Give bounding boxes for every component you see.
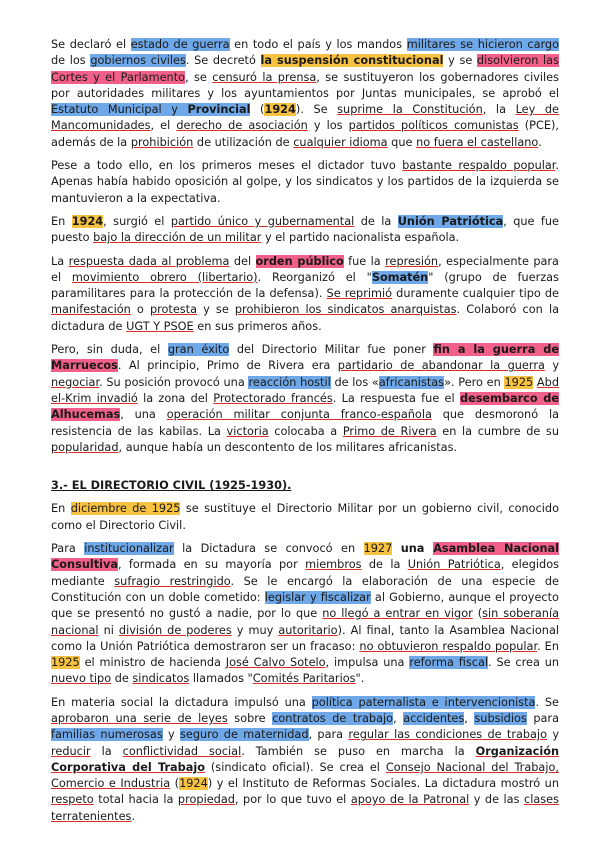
underlined-text: popularidad: [51, 440, 119, 454]
text-run: fue la: [343, 254, 386, 268]
underlined-text: Ley de Mancomunidades: [51, 103, 559, 133]
underlined-text: negociar: [51, 375, 100, 389]
underlined-text: protesta: [149, 303, 198, 317]
text-run: , elegidos mediante: [51, 558, 559, 588]
highlighted-text: desembarco de Alhucemas: [51, 391, 559, 422]
highlighted-text: disolvieron las Cortes y el Parlamento: [51, 54, 559, 84]
underlined-text: conflictividad social: [122, 744, 242, 758]
highlighted-text: Estatuto Municipal y: [51, 103, 188, 117]
text-run: del: [229, 254, 256, 268]
text-run: . También se puso en marcha la: [241, 744, 476, 758]
text-run: en todo el país y los mandos: [229, 38, 407, 51]
text-run: , por lo que tuvo el: [234, 793, 351, 807]
text-run: que: [387, 135, 417, 149]
text-run: , el: [150, 119, 177, 133]
text-run: , surgió el: [103, 214, 171, 228]
text-run: una: [400, 542, 434, 556]
underlined-text: no fuera el castellano: [416, 135, 539, 149]
text-run: llamados ": [189, 672, 253, 686]
highlighted-text: 1924: [179, 777, 208, 791]
text-run: .: [538, 135, 542, 149]
highlighted-text: la suspensión constitucional: [260, 54, 444, 68]
highlighted-text: institucionalizar: [84, 542, 174, 556]
underlined-text: movimiento obrero (libertario): [71, 270, 258, 284]
underlined-text: prohibieron los sindicatos anarquistas: [234, 303, 457, 317]
underlined-text: autoritario: [278, 623, 338, 637]
paragraph: [51, 342, 559, 456]
underlined-text: división de poderes: [118, 623, 232, 637]
underlined-text: aprobaron una serie de leyes: [51, 711, 228, 725]
underlined-text: censuró la prensa: [212, 70, 317, 84]
underlined-text: prohibición: [130, 135, 194, 149]
underlined-text: operación militar conjunta franco-española: [166, 408, 432, 422]
text-run: de utilización de: [193, 135, 294, 149]
highlighted-text: política paternalista e intervencionista: [311, 695, 536, 709]
underlined-text: Abd el-Krim invadió: [51, 375, 559, 405]
highlighted-text: subsidios: [474, 711, 527, 725]
text-run: . En: [537, 639, 559, 653]
text-run: ,: [464, 711, 475, 725]
text-run: En: [51, 214, 72, 228]
paragraph: [51, 541, 559, 688]
underlined-text: partido único y gubernamental: [170, 214, 355, 228]
underlined-text: sufragio restringido: [114, 574, 231, 588]
text-run: ,: [393, 711, 404, 725]
text-run: En: [51, 502, 71, 516]
highlighted-text: 1924: [264, 103, 296, 117]
text-run: y: [547, 728, 560, 742]
text-run: , especialmente para el: [51, 254, 559, 284]
text-run: ni: [98, 623, 119, 637]
highlighted-text: gran éxito: [167, 343, 230, 357]
paragraph: [51, 501, 559, 534]
text-run: . Se: [535, 695, 559, 709]
underlined-text: sin soberanía nacional: [51, 607, 560, 637]
underlined-text: bastante respaldo popular: [402, 159, 556, 173]
text-run: (: [472, 607, 483, 621]
text-run: de los «: [330, 375, 379, 389]
underlined-text: victoria: [226, 424, 269, 438]
text-run: o: [130, 303, 150, 317]
text-run: . Se decretó: [185, 54, 261, 68]
text-run: , formada en su mayoría por: [118, 558, 306, 572]
text-run: y: [162, 728, 181, 742]
paragraph: [51, 37, 559, 151]
underlined-text: respeto: [51, 793, 94, 807]
text-run: . Su posición provocó una: [99, 375, 249, 389]
highlighted-text: estado de guerra: [130, 38, 230, 51]
underlined-text: manifestación: [51, 303, 131, 317]
text-run: . Apenas había habido oposición al golpe, y los sindicatos y los partidos de la izquierda se mantuvieron a la expectativa.: [51, 159, 559, 205]
text-run: de la: [354, 214, 398, 228]
text-run: . La respuesta fue el: [332, 391, 460, 405]
text-run: , una: [120, 408, 167, 422]
highlighted-text: diciembre de 1925: [70, 502, 181, 516]
highlighted-text: reforma fiscal: [409, 656, 489, 670]
text-run: En materia social la dictadura impulsó una: [51, 695, 312, 709]
highlighted-text: Provincial: [187, 103, 251, 117]
text-run: Pese a todo ello, en los primeros meses el dictador tuvo: [51, 159, 403, 173]
text-run: y: [544, 359, 560, 373]
highlighted-text: Somatén: [371, 270, 429, 284]
text-run: y el partido nacionalista española.: [261, 231, 460, 245]
text-run: [392, 542, 400, 555]
paragraph: [51, 214, 559, 247]
text-run: . Colaboró con la dictadura de: [51, 303, 560, 333]
text-run: la: [90, 744, 123, 758]
text-run: que desmoronó la resistencia de las kabilas. La: [51, 408, 560, 438]
text-run: ). Al final, tanto la Asamblea Nacional como la Unión Patriótica demostraron ser un fracaso:: [51, 623, 560, 653]
text-run: la zona del: [137, 391, 214, 405]
highlighted-text: 1924: [71, 214, 104, 228]
text-run: (PCE), además de la: [51, 119, 560, 149]
text-run: colocaba a: [268, 424, 343, 438]
highlighted-text: contratos de trabajo: [272, 711, 394, 725]
highlighted-text: reacción hostil: [248, 375, 331, 389]
text-run: , se: [185, 70, 213, 84]
highlighted-text: fin a la guerra de Marruecos: [51, 343, 559, 373]
underlined-text: Comités Paritarios: [252, 672, 356, 686]
section-heading: 3.- EL DIRECTORIO CIVIL (1925-1930).: [51, 479, 292, 493]
underlined-text: suprime la Constitución: [337, 103, 483, 117]
text-run: se sustituye el Directorio Militar por un gobierno civil, conocido como el Directorio Civil.: [51, 502, 559, 532]
text-run: . Se crea un: [488, 656, 560, 670]
underlined-text: partidario de abandonar la guerra: [337, 359, 545, 373]
highlighted-text: Asamblea Nacional Consultiva: [51, 542, 560, 572]
highlighted-text: 1925: [51, 656, 80, 670]
text-run: la Dictadura se convocó en: [173, 542, 364, 556]
text-run: y se: [197, 303, 235, 317]
underlined-text: nuevo tipo: [51, 672, 112, 686]
underlined-text: propiedad: [177, 793, 235, 807]
paragraph: [51, 695, 559, 825]
underlined-text: apoyo de la Patronal: [350, 793, 470, 807]
underlined-text: partidos políticos comunistas: [348, 119, 519, 133]
text-run: duramente cualquier tipo de: [392, 287, 559, 301]
text-run: Para: [51, 542, 85, 556]
highlighted-text: gobiernos civiles: [90, 54, 186, 68]
text-run: Se declaró el: [51, 38, 131, 51]
underlined-text: regular las condiciones de trabajo: [348, 728, 548, 742]
text-run: .: [131, 809, 136, 823]
paragraph: [51, 158, 559, 207]
underlined-text: no llegó a entrar en vigor: [322, 607, 473, 621]
text-run: en la cumbre de su: [436, 424, 559, 438]
text-run: , la: [482, 103, 516, 117]
underlined-text: UGT Y PSOE: [126, 319, 194, 333]
text-run: de: [111, 672, 133, 686]
underlined-text: miembros: [305, 558, 362, 572]
underlined-text: no obtuvieron respaldo popular: [359, 639, 538, 653]
text-run: de los: [51, 54, 91, 68]
text-run: Pero, sin duda, el: [51, 343, 168, 357]
underlined-text: clases terratenientes: [51, 793, 559, 823]
text-run: al Gobierno, aunque el proyecto que se presentó no gustó a nadie, por lo que: [51, 590, 559, 621]
underlined-text: Organización Corporativa del Trabajo: [51, 744, 559, 774]
text-run: , impulsa una: [325, 656, 410, 670]
text-run: (sindicato oficial). Se crea el: [205, 760, 386, 774]
text-run: . Al principio, Primo de Rivera era: [117, 359, 338, 373]
text-run: , para: [308, 728, 349, 742]
text-run: y se: [443, 54, 477, 68]
text-run: La: [51, 254, 69, 268]
underlined-text: Unión Patriótica: [407, 558, 501, 572]
underlined-text: Protectorado francés: [213, 391, 333, 405]
text-run: . Reorganizó el ": [257, 270, 372, 284]
underlined-text: José Calvo Sotelo: [225, 656, 326, 670]
text-run: del Directorio Militar fue poner: [229, 343, 434, 357]
text-run: " (grupo de fuerzas paramilitares para la protección de la defensa).: [51, 270, 559, 301]
text-run: en sus primeros años.: [193, 319, 322, 333]
text-run: ) y el Instituto de Reformas Sociales. La dictadura mostró un: [207, 777, 559, 791]
text-run: ). Se: [295, 103, 338, 117]
text-run: . Se le encargó la elaboración de una especie de Constitución con un doble cometido:: [51, 574, 559, 604]
highlighted-text: legislar y fiscalizar: [264, 590, 371, 604]
highlighted-text: africanistas: [378, 375, 445, 389]
highlighted-text: orden público: [255, 254, 344, 268]
text-run: para: [526, 711, 560, 725]
text-run: , que fue puesto: [51, 214, 559, 245]
highlighted-text: seguro de maternidad: [180, 728, 309, 742]
text-run: y muy: [231, 623, 279, 637]
underlined-text: cualquier idioma: [293, 135, 388, 149]
highlighted-text: accidentes: [403, 711, 465, 725]
document-body: [51, 37, 559, 832]
text-run: (: [170, 777, 180, 791]
text-run: ".: [355, 672, 365, 686]
text-run: (: [250, 103, 265, 117]
text-run: , aunque había un descontento de los militares africanistas.: [118, 440, 458, 454]
paragraph: [51, 254, 559, 335]
highlighted-text: militares se hicieron cargo: [406, 38, 560, 51]
underlined-text: represión: [385, 254, 439, 268]
underlined-text: Se reprimió: [326, 287, 393, 301]
text-run: el ministro de hacienda: [79, 656, 226, 670]
highlighted-text: 1925: [504, 375, 534, 389]
underlined-text: bajo la dirección de un militar: [93, 231, 262, 245]
text-run: sobre: [227, 711, 273, 725]
underlined-text: reducir: [51, 744, 91, 758]
text-run: de la: [361, 558, 408, 572]
text-run: , se sustituyeron los gobernadores civiles por autoridades militares y los ayuntamientos por Juntas municipales, se aprobó el: [51, 70, 560, 100]
text-run: total hacia la: [93, 793, 178, 807]
highlighted-text: Unión Patriótica: [397, 214, 504, 228]
underlined-text: sindicatos: [132, 672, 190, 686]
underlined-text: Consejo Nacional del Trabajo, Comercio e Industria: [51, 760, 559, 791]
text-run: y de las: [469, 793, 524, 807]
underlined-text: Primo de Rivera: [342, 424, 437, 438]
text-run: y los: [307, 119, 349, 133]
highlighted-text: 1927: [363, 542, 393, 556]
underlined-text: derecho de asociación: [176, 119, 308, 133]
text-run: ». Pero en: [444, 375, 505, 389]
underlined-text: respuesta dada al problema: [68, 254, 230, 268]
highlighted-text: familias numerosas: [51, 728, 163, 742]
